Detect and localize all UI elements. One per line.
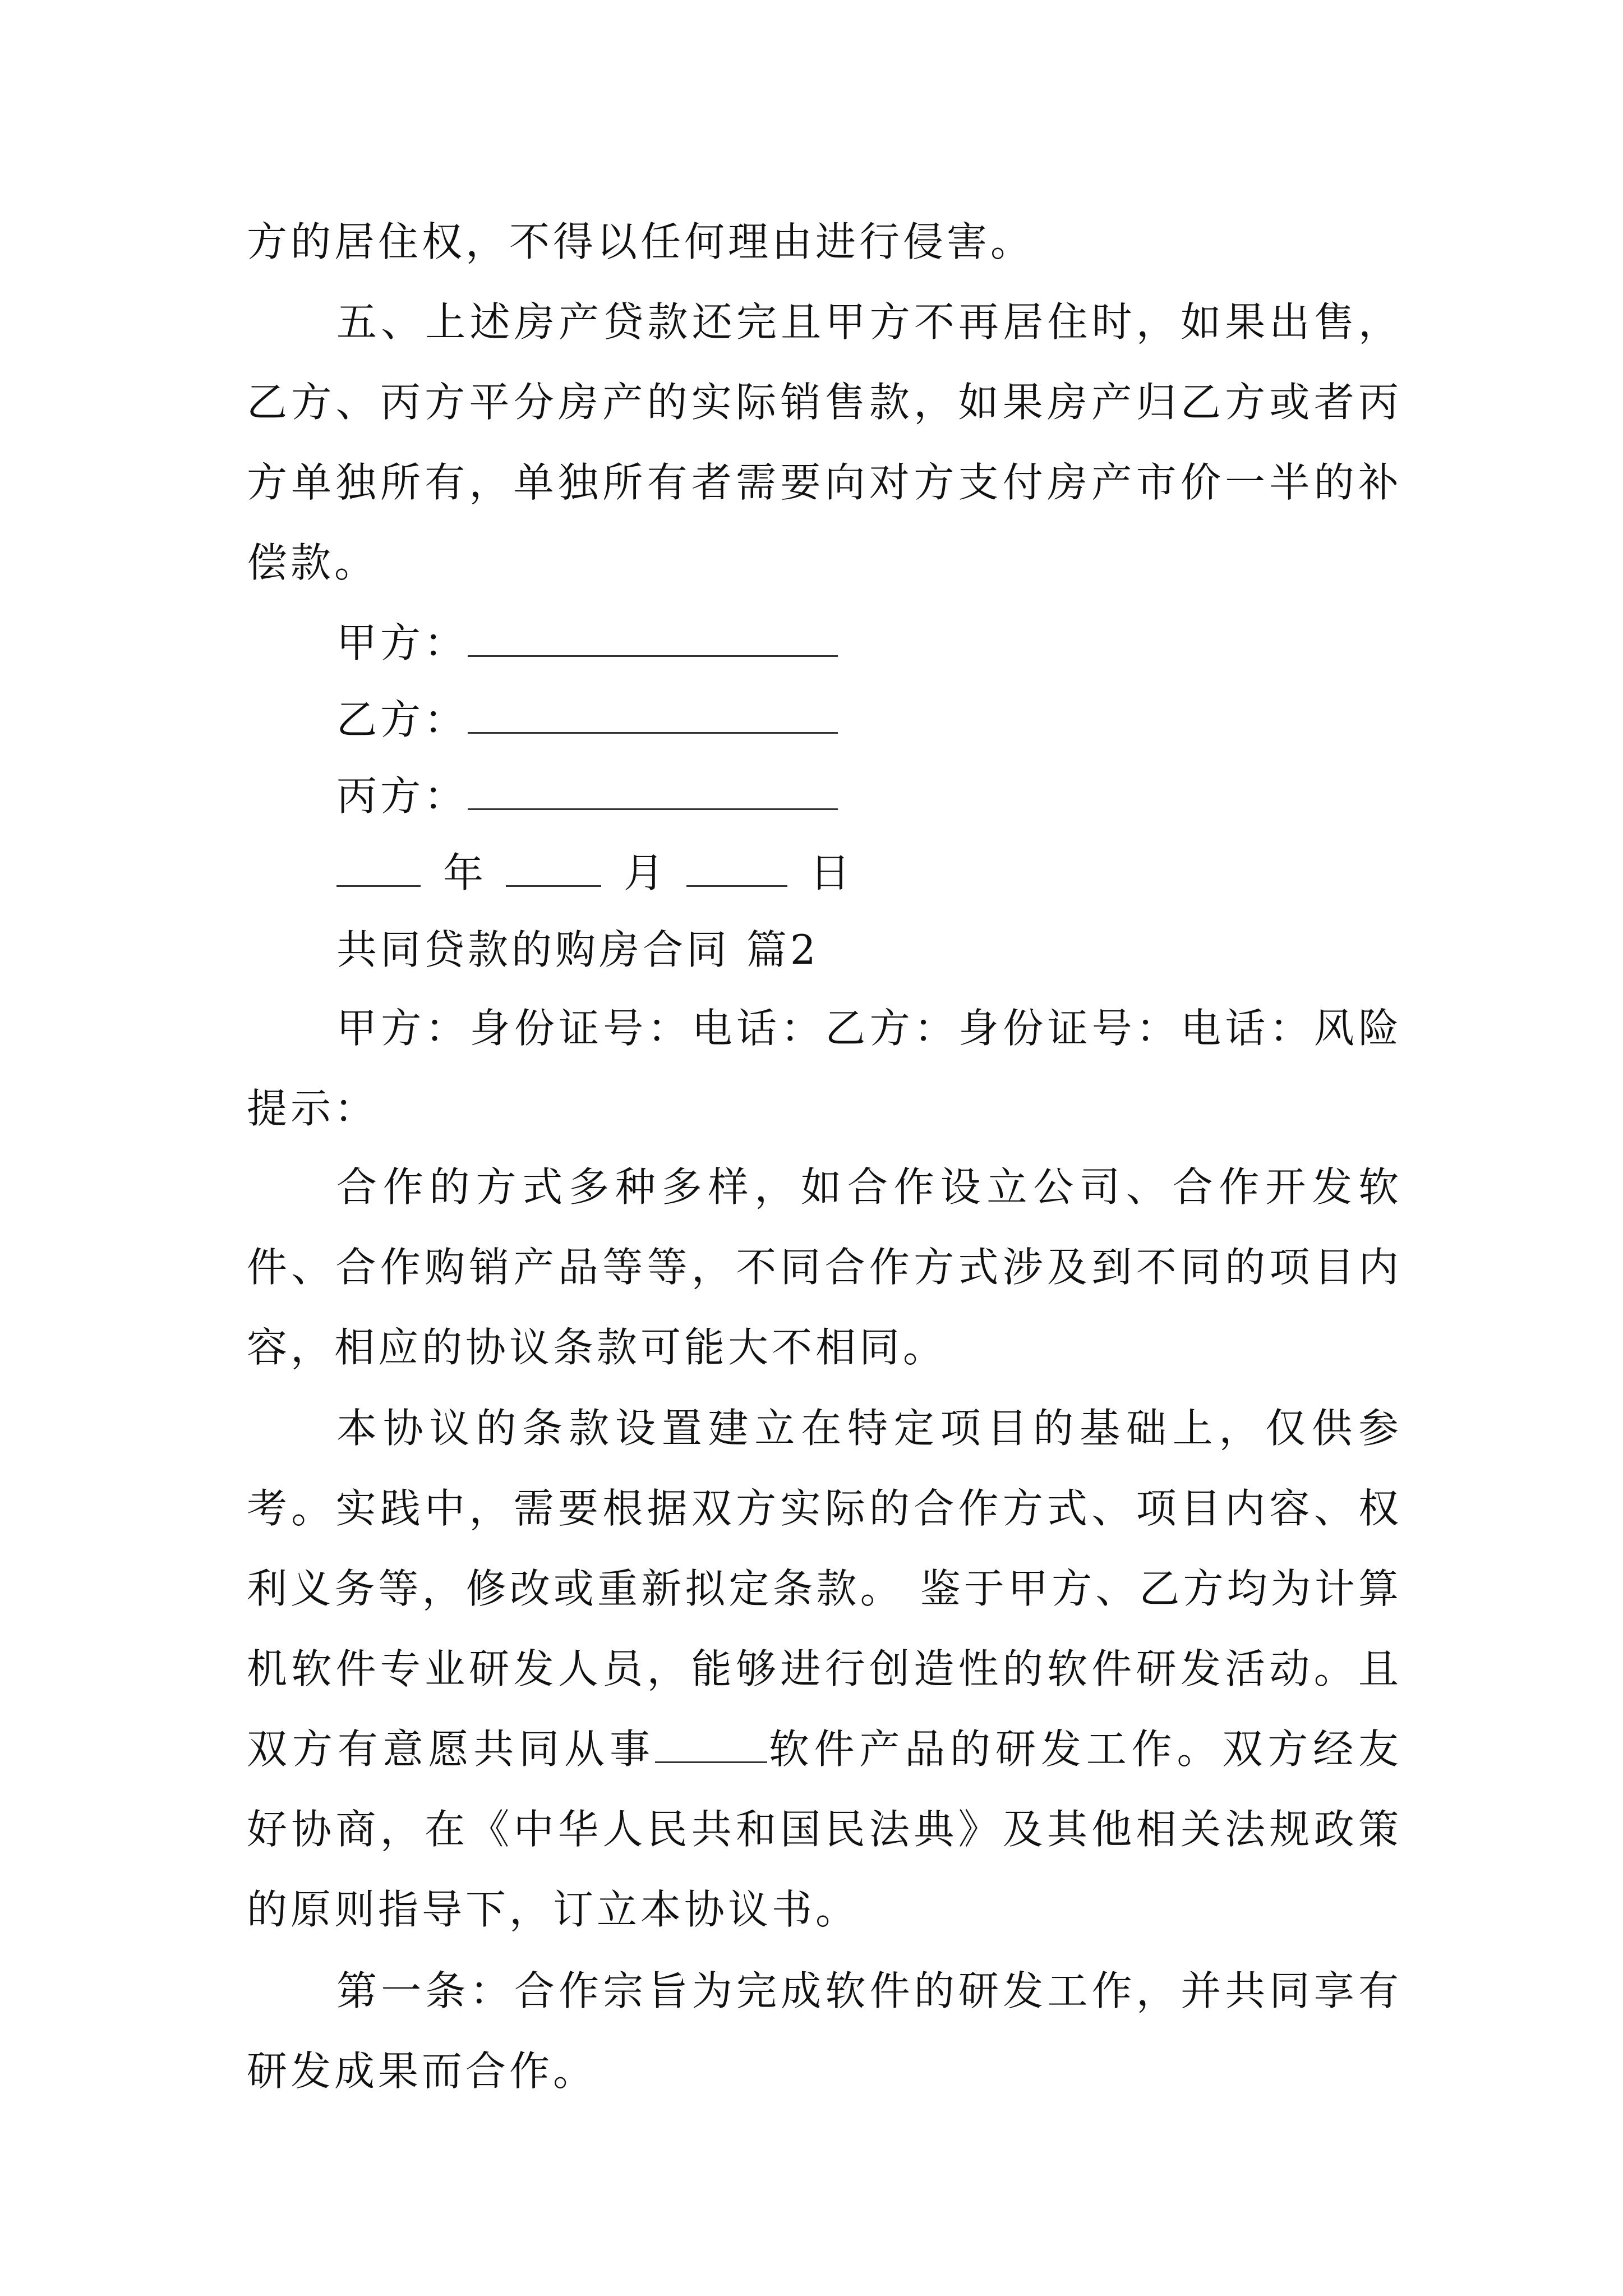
month-label: 月 bbox=[624, 849, 665, 896]
signature-label-c: 丙方： bbox=[336, 772, 468, 820]
product-name-blank bbox=[655, 1728, 767, 1763]
signature-label-b: 乙方： bbox=[336, 696, 468, 743]
paragraph-clause-five: 五、上述房产贷款还完且甲方不再居住时，如果出售，乙方、丙方平分房产的实际销售款，如果房产归乙方或者丙方单独所有，单独所有者需要向对方支付房产市价一半的补偿款。 bbox=[247, 298, 1402, 586]
paragraph-cooperation: 合作的方式多种多样，如合作设立公司、合作开发软件、合作购销产品等等，不同合作方式涉及到不同的项目内容，相应的协议条款可能大不相同。 bbox=[247, 1163, 1402, 1371]
paragraph-agreement bbox=[247, 1388, 1402, 1950]
paragraph-agreement-part-b: 软件产品的研发工作。双方经友好协商，在《中华人民共和国民法典》及其他相关法规政策的原则指导下，订立本协议书。 bbox=[247, 1726, 1402, 1933]
month-blank bbox=[506, 852, 601, 887]
signature-party-a bbox=[336, 603, 838, 683]
signature-blank-c bbox=[468, 775, 838, 810]
paragraph-parties: 甲方：身份证号：电话：乙方：身份证号：电话：风险提示： bbox=[247, 1005, 1402, 1132]
day-blank bbox=[686, 852, 787, 887]
signature-party-b bbox=[336, 680, 838, 760]
section-title: 共同贷款的购房合同 篇2 bbox=[336, 926, 819, 973]
paragraph-article-one: 第一条：合作宗旨为完成软件的研发工作，并共同享有研发成果而合作。 bbox=[247, 1967, 1402, 2095]
signature-party-c bbox=[336, 756, 838, 836]
paragraph-continuation: 方的居住权，不得以任何理由进行侵害。 bbox=[247, 218, 1035, 265]
year-label: 年 bbox=[443, 849, 484, 896]
date-line bbox=[336, 833, 873, 913]
paragraph-agreement-part-a: 本协议的条款设置建立在特定项目的基础上，仅供参考。实践中，需要根据双方实际的合作方式、项目内容、权利义务等，修改或重新拟定条款。 鉴于甲方、乙方均为计算机软件专业研发人员，能够进行创造性的软件研发活动。且双方有意愿共同从事 bbox=[247, 1405, 1402, 1773]
signature-blank-a bbox=[468, 622, 838, 657]
signature-label-a: 甲方： bbox=[336, 619, 468, 666]
signature-blank-b bbox=[468, 698, 838, 734]
year-blank bbox=[336, 852, 421, 887]
day-label: 日 bbox=[810, 849, 851, 896]
